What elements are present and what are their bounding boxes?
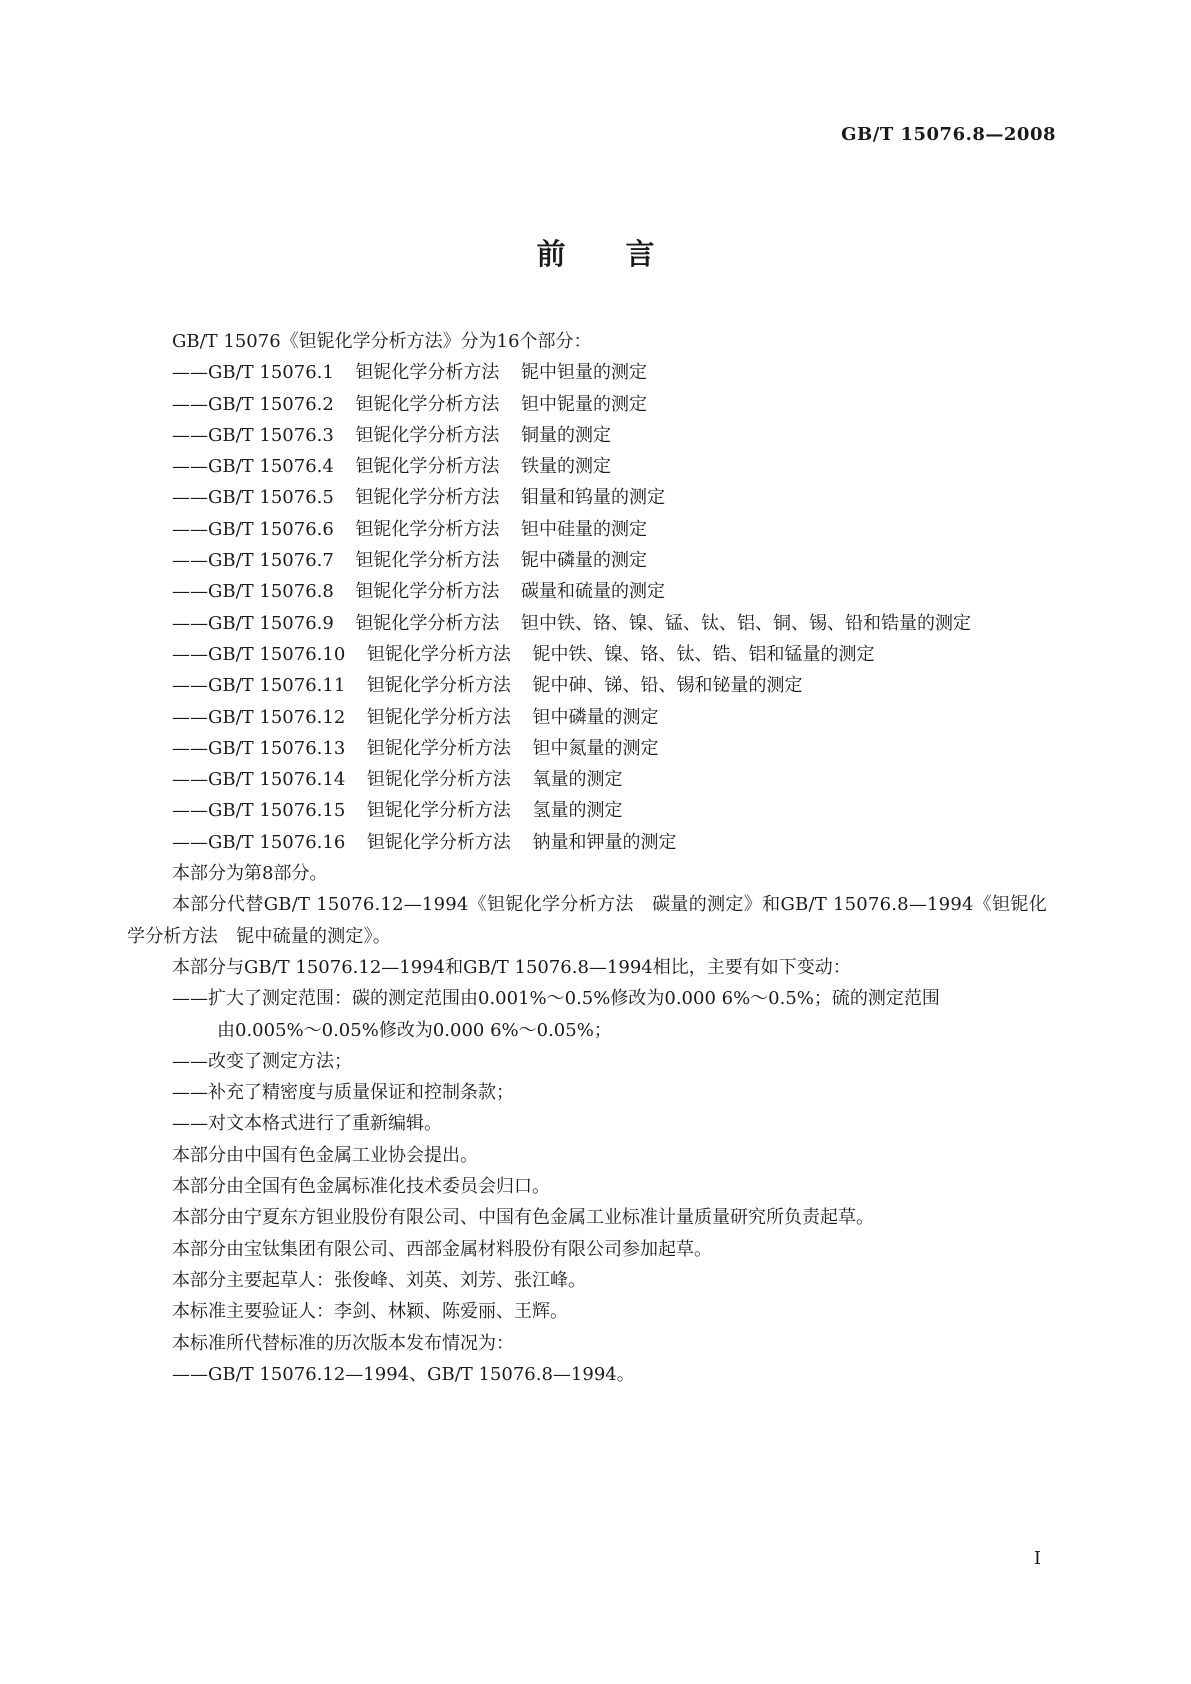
- dash: ——: [172, 675, 208, 697]
- dash: ——: [172, 518, 208, 540]
- part-code: GB/T 15076.1: [208, 362, 334, 384]
- part-code: GB/T 15076.14: [208, 769, 346, 791]
- part-code: GB/T 15076.4: [208, 456, 334, 478]
- dash: ——: [172, 1113, 208, 1135]
- list-item: [127, 420, 1047, 451]
- part-name: 钽铌化学分析方法: [355, 424, 500, 446]
- change-continuation: 由0.005%～0.05%修改为0.000 6%～0.05%；: [217, 1019, 612, 1041]
- part-code: GB/T 15076.16: [208, 831, 346, 853]
- part-code: GB/T 15076.11: [208, 675, 346, 697]
- dash: ——: [172, 393, 208, 415]
- list-item: [127, 451, 1047, 482]
- part-code: GB/T 15076.7: [208, 550, 334, 572]
- part-name: 钽铌化学分析方法: [366, 706, 511, 728]
- part-name: 钽铌化学分析方法: [355, 456, 500, 478]
- list-item: [127, 482, 1047, 513]
- dash: ——: [172, 487, 208, 509]
- dash: ——: [172, 831, 208, 853]
- list-item: [127, 795, 1047, 826]
- dash: ——: [172, 362, 208, 384]
- part-name: 钽铌化学分析方法: [355, 393, 500, 415]
- part-name: 钽铌化学分析方法: [355, 550, 500, 572]
- part-subject: 铌中铁、镍、铬、钛、锆、铝和锰量的测定: [532, 643, 875, 665]
- part-name: 钽铌化学分析方法: [366, 675, 511, 697]
- change-text: 对文本格式进行了重新编辑。: [208, 1113, 442, 1135]
- list-item: [127, 1046, 1047, 1077]
- part-subject: 铜量的测定: [521, 424, 612, 446]
- part-name: 钽铌化学分析方法: [366, 831, 511, 853]
- part-subject: 钽中铁、铬、镍、锰、钛、铝、铜、锡、铅和锆量的测定: [521, 612, 972, 634]
- history-intro: 本标准所代替标准的历次版本发布情况为：: [172, 1332, 514, 1354]
- dash: ——: [172, 800, 208, 822]
- part-code: GB/T 15076.10: [208, 643, 346, 665]
- parts-list: [127, 357, 1047, 858]
- part-name: 钽铌化学分析方法: [355, 518, 500, 540]
- part-name: 钽铌化学分析方法: [366, 737, 511, 759]
- list-item: [127, 389, 1047, 420]
- part-code: GB/T 15076.13: [208, 737, 346, 759]
- change-text: 改变了测定方法；: [208, 1050, 352, 1072]
- page-title: 前言: [536, 237, 715, 271]
- dash: ——: [172, 1050, 208, 1072]
- dash: ——: [172, 643, 208, 665]
- part-code: GB/T 15076.6: [208, 518, 334, 540]
- part-subject: 铌中砷、锑、铅、锡和铋量的测定: [532, 675, 803, 697]
- change-text: 扩大了测定范围：碳的测定范围由0.001%～0.5%修改为0.000 6%～0.5%；硫的测定范围: [208, 988, 940, 1010]
- drafted-by: 本部分由宁夏东方钽业股份有限公司、中国有色金属工业标准计量质量研究所负责起草。: [172, 1207, 874, 1229]
- verifiers: 本标准主要验证人：李剑、林颖、陈爱丽、王辉。: [172, 1301, 568, 1323]
- part-name: 钽铌化学分析方法: [366, 769, 511, 791]
- changes-list: [127, 983, 1047, 1139]
- part-name: 钽铌化学分析方法: [355, 612, 500, 634]
- list-item: [127, 576, 1047, 607]
- part-subject: 钼量和钨量的测定: [521, 487, 666, 509]
- list-item: [127, 764, 1047, 795]
- part-code: GB/T 15076.3: [208, 424, 334, 446]
- list-item: [127, 702, 1047, 733]
- part-code: GB/T 15076.15: [208, 800, 346, 822]
- part-subject: 铌中磷量的测定: [521, 550, 648, 572]
- centralized-by: 本部分由全国有色金属标准化技术委员会归口。: [172, 1176, 550, 1198]
- this-part-line: 本部分为第8部分。: [172, 863, 328, 885]
- list-item: [127, 357, 1047, 388]
- list-item: [127, 1108, 1047, 1139]
- part-name: 钽铌化学分析方法: [355, 487, 500, 509]
- dash: ——: [172, 581, 208, 603]
- part-subject: 钠量和钾量的测定: [532, 831, 677, 853]
- part-subject: 钽中氮量的测定: [532, 737, 659, 759]
- dash: ——: [172, 737, 208, 759]
- part-code: GB/T 15076.9: [208, 612, 334, 634]
- part-subject: 氧量的测定: [532, 769, 623, 791]
- part-code: GB/T 15076.2: [208, 393, 334, 415]
- list-item: [127, 1359, 1047, 1390]
- list-item: [127, 983, 1047, 1014]
- list-item: [127, 733, 1047, 764]
- page-number: I: [1033, 1548, 1041, 1569]
- list-item: [127, 670, 1047, 701]
- part-name: 钽铌化学分析方法: [355, 581, 500, 603]
- part-subject: 碳量和硫量的测定: [521, 581, 666, 603]
- history-text: GB/T 15076.12—1994、GB/T 15076.8—1994。: [208, 1363, 635, 1385]
- part-code: GB/T 15076.5: [208, 487, 334, 509]
- part-subject: 钽中铌量的测定: [521, 393, 648, 415]
- changes-intro: 本部分与GB/T 15076.12—1994和GB/T 15076.8—1994相比，主要有如下变动：: [172, 956, 851, 978]
- dash: ——: [172, 769, 208, 791]
- part-name: 钽铌化学分析方法: [366, 800, 511, 822]
- part-subject: 铌中钽量的测定: [521, 362, 648, 384]
- proposed-by: 本部分由中国有色金属工业协会提出。: [172, 1144, 478, 1166]
- dash: ——: [172, 706, 208, 728]
- list-item: [127, 545, 1047, 576]
- part-subject: 钽中硅量的测定: [521, 518, 648, 540]
- part-subject: 氢量的测定: [532, 800, 623, 822]
- dash: ——: [172, 988, 208, 1010]
- dash: ——: [172, 456, 208, 478]
- participated-by: 本部分由宝钛集团有限公司、西部金属材料股份有限公司参加起草。: [172, 1238, 712, 1260]
- dash: ——: [172, 424, 208, 446]
- replaces-paragraph: 本部分代替GB/T 15076.12—1994《钽铌化学分析方法 碳量的测定》和GB/T 15076.8—1994《钽铌化学分析方法 铌中硫量的测定》。: [127, 894, 1047, 947]
- list-item: [127, 827, 1047, 858]
- part-subject: 钽中磷量的测定: [532, 706, 659, 728]
- drafters: 本部分主要起草人：张俊峰、刘英、刘芳、张江峰。: [172, 1269, 586, 1291]
- dash: ——: [172, 612, 208, 634]
- list-item: [127, 1077, 1047, 1108]
- change-text: 补充了精密度与质量保证和控制条款；: [208, 1082, 514, 1104]
- intro-line: GB/T 15076《钽铌化学分析方法》分为16个部分：: [172, 331, 592, 352]
- part-subject: 铁量的测定: [521, 456, 612, 478]
- dash: ——: [172, 550, 208, 572]
- list-item: [127, 608, 1047, 639]
- dash: ——: [172, 1082, 208, 1104]
- standard-number: GB/T 15076.8—2008: [841, 124, 1056, 145]
- dash: ——: [172, 1363, 208, 1385]
- part-code: GB/T 15076.12: [208, 706, 346, 728]
- list-item: [127, 514, 1047, 545]
- foreword-body: [127, 326, 1047, 1390]
- part-name: 钽铌化学分析方法: [366, 643, 511, 665]
- part-code: GB/T 15076.8: [208, 581, 334, 603]
- list-item: [127, 639, 1047, 670]
- part-name: 钽铌化学分析方法: [355, 362, 500, 384]
